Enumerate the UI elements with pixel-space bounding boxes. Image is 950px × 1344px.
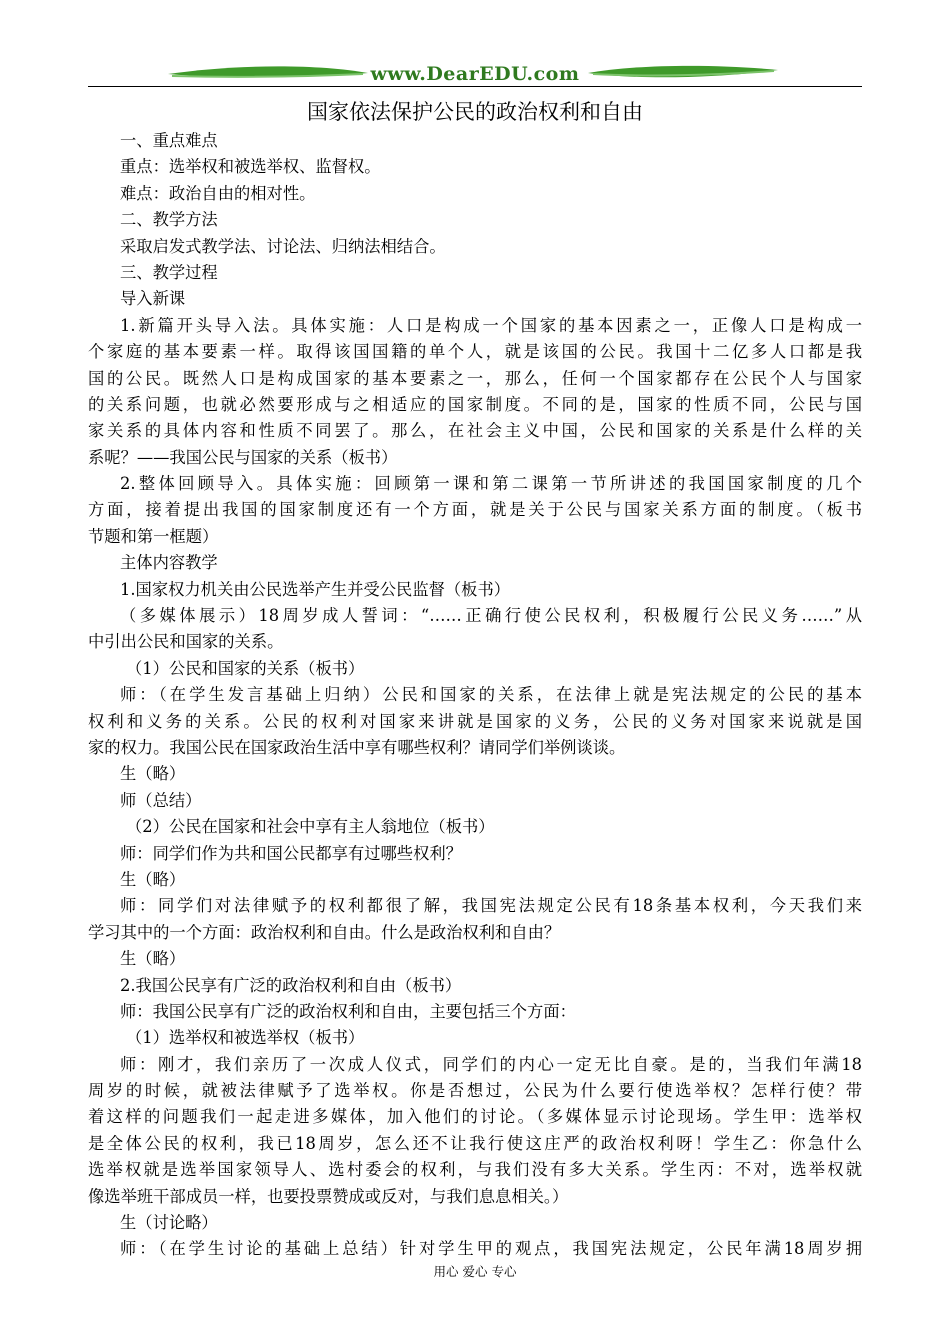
body-line: 二、教学方法 <box>120 210 218 230</box>
body-line: 生（略） <box>120 869 186 889</box>
page-footer: 用心 爱心 专心 <box>433 1264 517 1279</box>
body-line: 师：（在学生讨论的基础上总结）针对学生甲的观点，我国宪法规定，公民年满18周岁拥 <box>120 1239 862 1259</box>
body-line: 家的权力。我国公民在国家政治生活中享有哪些权利？请同学们举例谈谈。 <box>88 737 626 757</box>
body-line: 2.整体回顾导入。具体实施：回顾第一课和第二课第一节所讲述的我国国家制度的几个 <box>120 474 862 494</box>
body-line: 难点：政治自由的相对性。 <box>120 183 316 203</box>
body-line: 学习其中的一个方面：政治权利和自由。什么是政治权利和自由？ <box>88 922 561 942</box>
body-line: 方面，接着提出我国的国家制度还有一个方面，就是关于公民与国家关系方面的制度。（板书 <box>88 500 862 520</box>
body-line: 周岁的时候，就被法律赋予了选举权。你是否想过，公民为什么要行使选举权？怎样行使？带 <box>88 1081 862 1101</box>
body-line: 像选举班干部成员一样，也要投票赞成或反对，与我们息息相关。） <box>88 1186 569 1206</box>
body-line: 采取启发式教学法、讨论法、归纳法相结合。 <box>120 236 446 256</box>
body-line: （1）选举权和被选举权（板书） <box>126 1028 365 1048</box>
body-line: 家关系的具体内容和性质不同罢了。那么，在社会主义中国，公民和国家的关系是什么样的关 <box>88 421 862 441</box>
body-line: 1.新篇开头导入法。具体实施：人口是构成一个国家的基本因素之一，正像人口是构成一 <box>120 315 862 335</box>
body-line: 师：刚才，我们亲历了一次成人仪式，同学们的内心一定无比自豪。是的，当我们年满18 <box>120 1054 862 1074</box>
body-line: 生（略） <box>120 764 186 784</box>
body-line: 权利和义务的关系。公民的权利对国家来讲就是国家的义务，公民的义务对国家来说就是国 <box>88 711 862 731</box>
body-line: （多媒体展示）18周岁成人誓词：“……正确行使公民权利，积极履行公民义务……”从 <box>120 606 862 626</box>
body-line: 的关系问题，也就必然要形成与之相适应的国家制度。不同的是，国家的性质不同，公民与国 <box>88 394 862 414</box>
body-line: 生（讨论略） <box>120 1213 218 1233</box>
body-line: 生（略） <box>120 949 186 969</box>
body-line: 师：同学们作为共和国公民都享有过哪些权利？ <box>120 843 462 863</box>
body-line: 导入新课 <box>120 289 186 309</box>
body-line: 节题和第一框题） <box>88 526 219 546</box>
site-name: www.DearEDU.com <box>370 63 580 85</box>
body-line: 师：同学们对法律赋予的权利都很了解，我国宪法规定公民有18条基本权利，今天我们来 <box>120 896 862 916</box>
body-line: 国的公民。既然人口是构成国家的基本要素之一，那么，任何一个国家都存在公民个人与国家 <box>88 368 862 388</box>
body-line: 着这样的问题我们一起走进多媒体，加入他们的讨论。（多媒体显示讨论现场。学生甲：选举权 <box>88 1107 862 1127</box>
document-title: 国家依法保护公民的政治权利和自由 <box>307 100 643 124</box>
body-line: 选举权就是选举国家领导人、选村委会的权利，与我们没有多大关系。学生丙：不对，选举权就 <box>88 1160 862 1180</box>
body-line: 重点：选举权和被选举权、监督权。 <box>120 157 381 177</box>
body-line: 1.国家权力机关由公民选举产生并受公民监督（板书） <box>120 579 511 599</box>
body-line: 主体内容教学 <box>120 553 218 573</box>
body-line: 一、重点难点 <box>120 131 218 150</box>
body-line: 个家庭的基本要素一样。取得该国国籍的单个人，就是该国的公民。我国十二亿多人口都是我 <box>88 342 862 362</box>
body-line: （2）公民在国家和社会中享有主人翁地位（板书） <box>126 817 495 837</box>
body-line: 2.我国公民享有广泛的政治权利和自由（板书） <box>120 975 462 995</box>
header-rule <box>88 86 862 87</box>
body-line: 系呢？——我国公民与国家的关系（板书） <box>88 447 398 467</box>
body-line: 中引出公民和国家的关系。 <box>88 632 284 652</box>
body-line: 三、教学过程 <box>120 262 218 282</box>
body-line: 是全体公民的权利，我已18周岁，怎么还不让我行使这庄严的政治权利呀！学生乙：你急什么 <box>88 1133 862 1153</box>
document-body <box>88 128 862 1263</box>
body-line: 师：我国公民享有广泛的政治权利和自由，主要包括三个方面： <box>120 1001 576 1021</box>
body-line: 师（总结） <box>120 790 202 810</box>
body-line: 师：（在学生发言基础上归纳）公民和国家的关系，在法律上就是宪法规定的公民的基本 <box>120 685 862 705</box>
body-line: （1）公民和国家的关系（板书） <box>126 658 365 678</box>
